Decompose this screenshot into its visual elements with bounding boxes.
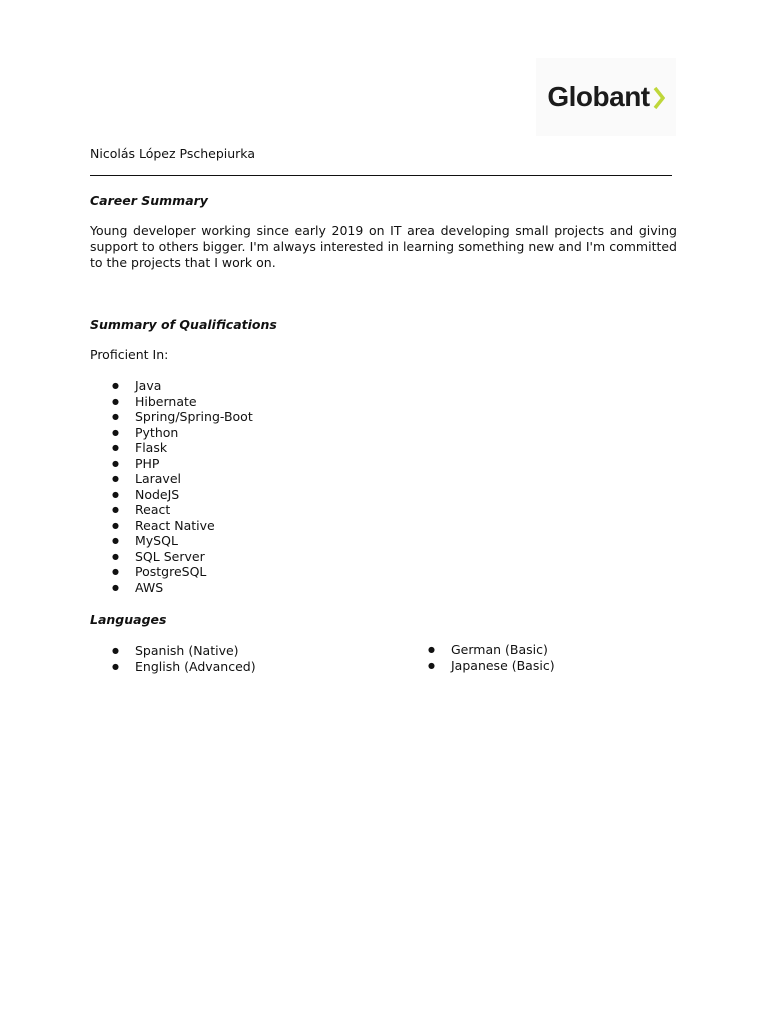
skills-list xyxy=(90,378,253,595)
list-item: ● MySQL xyxy=(90,533,253,549)
list-item: ● React Native xyxy=(90,518,253,534)
list-item: ● NodeJS xyxy=(90,487,253,503)
languages-list-right xyxy=(406,642,555,673)
list-item: ● German (Basic) xyxy=(406,642,555,658)
candidate-name: Nicolás López Pschepiurka xyxy=(90,146,255,161)
list-item: ● English (Advanced) xyxy=(90,659,256,675)
career-summary-heading: Career Summary xyxy=(90,193,208,208)
divider xyxy=(90,175,672,176)
proficient-label: Proficient In: xyxy=(90,347,169,362)
logo-text: Globant xyxy=(547,81,650,112)
list-item: ● AWS xyxy=(90,580,253,596)
list-item: ● Flask xyxy=(90,440,253,456)
list-item: ● React xyxy=(90,502,253,518)
list-item: ● Laravel xyxy=(90,471,253,487)
list-item: ● Japanese (Basic) xyxy=(406,658,555,674)
chevron-right-icon xyxy=(653,86,665,110)
list-item: ● SQL Server xyxy=(90,549,253,565)
qualifications-heading: Summary of Qualifications xyxy=(90,317,277,332)
languages-heading: Languages xyxy=(90,612,167,627)
globant-logo xyxy=(536,58,676,136)
list-item: ● Spanish (Native) xyxy=(90,643,256,659)
list-item: ● Java xyxy=(90,378,253,394)
languages-list-left xyxy=(90,643,256,674)
list-item: ● Spring/Spring-Boot xyxy=(90,409,253,425)
list-item: ● Python xyxy=(90,425,253,441)
list-item: ● Hibernate xyxy=(90,394,253,410)
list-item: ● PHP xyxy=(90,456,253,472)
list-item: ● PostgreSQL xyxy=(90,564,253,580)
career-summary-text: Young developer working since early 2019 on IT area developing small projects and giving support to others bigger. I'm always interested in learning something new and I'm committed to the projects that I work on. xyxy=(90,223,677,270)
